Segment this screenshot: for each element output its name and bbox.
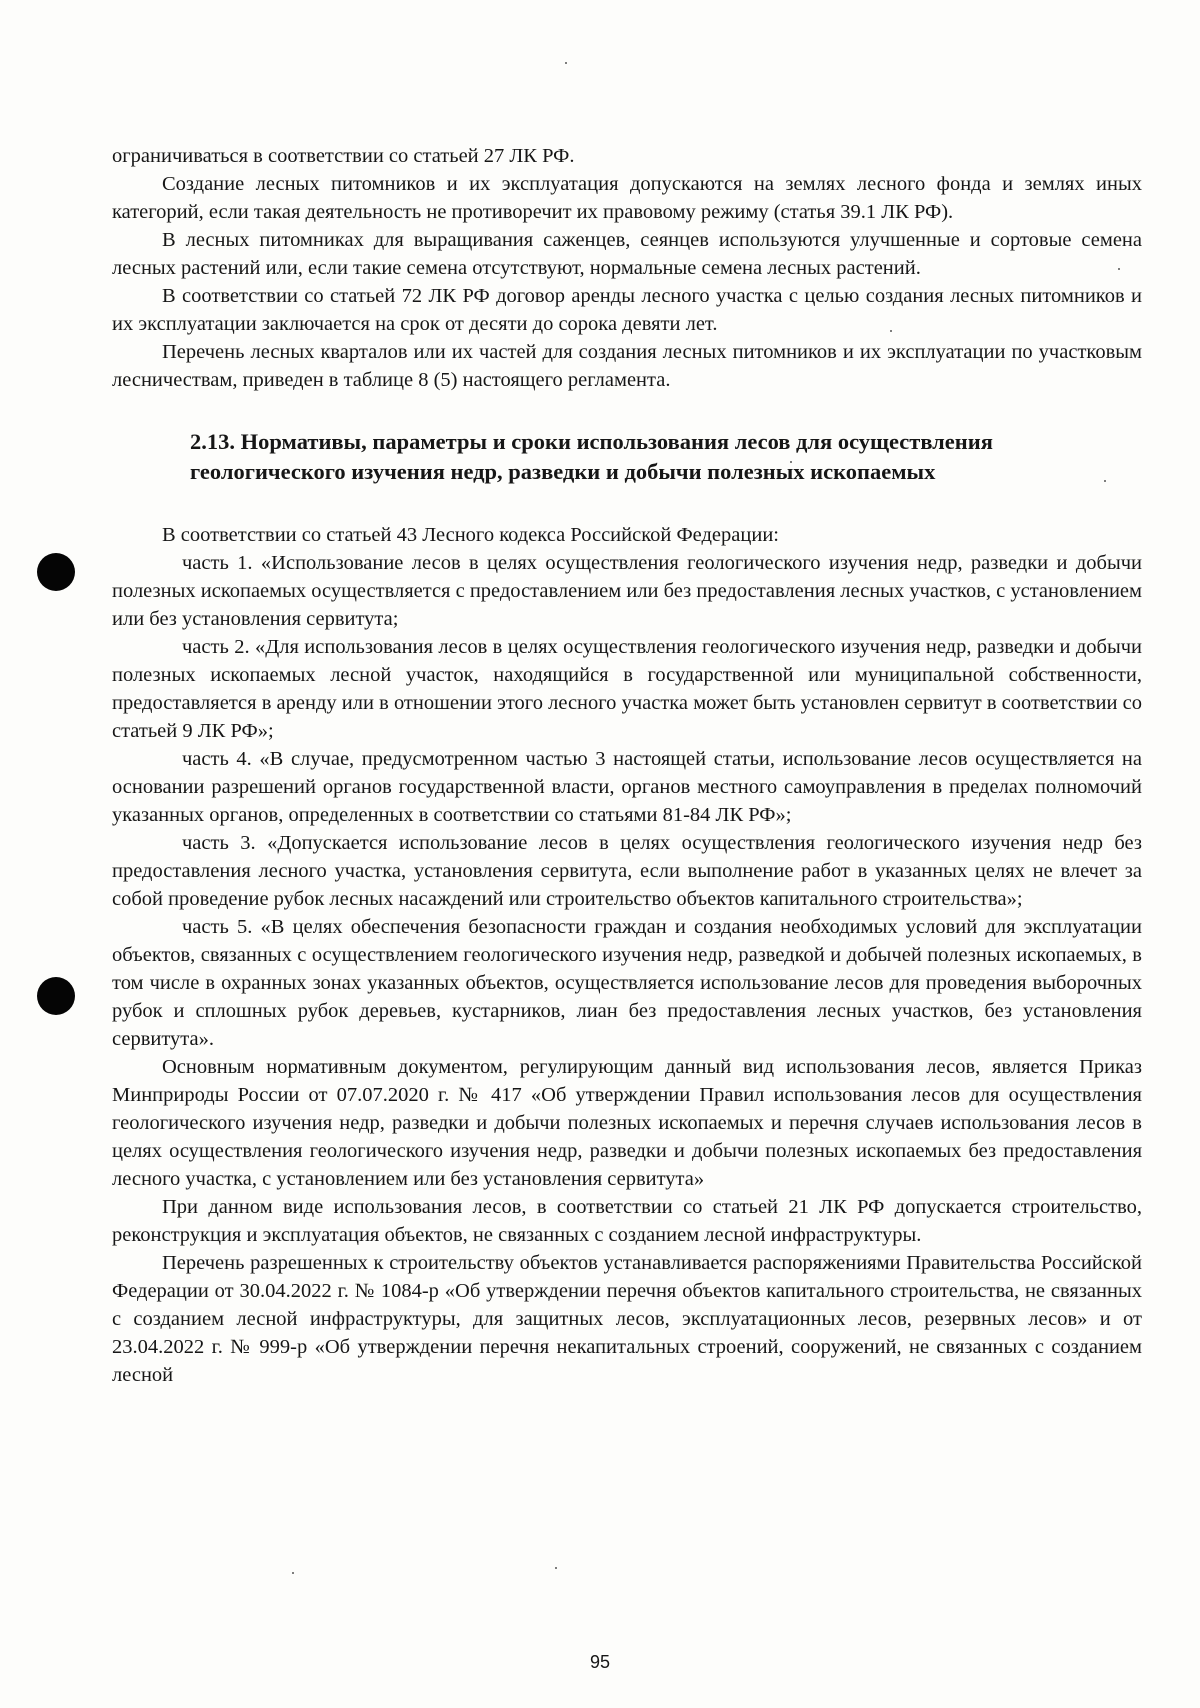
paragraph: Перечень разрешенных к строительству объектов устанавливается распоряжениями Правительства Российской Федерации от 30.04.2022 г. № 1084-р «Об утверждении перечня объектов капитального строительства, не связанных с созданием лесной инфраструктуры, для защитных лесов, эксплуатационных лесов, резервных лесов» и от 23.04.2022 г. № 999-р «Об утверждении перечня некапитальных строений, сооружений, не связанных с созданием лесной bbox=[112, 1252, 1142, 1386]
scan-speck bbox=[292, 1572, 294, 1574]
paragraph: ограничиваться в соответствии со статьей 27 ЛК РФ. bbox=[112, 145, 575, 167]
paragraph: В соответствии со статьей 72 ЛК РФ договор аренды лесного участка с целью создания лесных питомников и их эксплуатации заключается на срок от десяти до сорока девяти лет. bbox=[112, 285, 1142, 335]
punch-hole-top bbox=[37, 553, 75, 591]
punch-hole-bottom bbox=[37, 977, 75, 1015]
document-body bbox=[112, 142, 1142, 1389]
scan-speck bbox=[555, 1567, 557, 1569]
paragraph: часть 3. «Допускается использование лесов в целях осуществления геологического изучения недр без предоставления лесного участка, установления сервитута, если выполнение работ в указанных целях не влечет за собой проведение рубок лесных насаждений или строительство объектов капитального строительства»; bbox=[112, 832, 1142, 910]
paragraph: В соответствии со статьей 43 Лесного кодекса Российской Федерации: bbox=[162, 524, 779, 546]
paragraph: часть 1. «Использование лесов в целях осуществления геологического изучения недр, разведки и добычи полезных ископаемых осуществляется с предоставлением или без предоставления лесных участков, с установлением или без установления сервитута; bbox=[112, 552, 1142, 630]
scan-speck bbox=[565, 62, 567, 64]
section-heading: 2.13. Нормативы, параметры и сроки использования лесов для осуществления геологического изучения недр, разведки и добычи полезных ископаемых bbox=[190, 429, 993, 484]
paragraph: Создание лесных питомников и их эксплуатация допускаются на землях лесного фонда и землях иных категорий, если такая деятельность не противоречит их правовому режиму (статья 39.1 ЛК РФ). bbox=[112, 173, 1142, 223]
paragraph: часть 5. «В целях обеспечения безопасности граждан и создания необходимых условий для эксплуатации объектов, связанных с осуществлением геологического изучения недр, разведкой и добычей полезных ископаемых, в том числе в охранных зонах указанных объектов, осуществляется использование лесов для проведения выборочных рубок и сплошных рубок деревьев, кустарников, лиан без предоставления лесных участков, без установления сервитута». bbox=[112, 916, 1142, 1050]
paragraph: В лесных питомниках для выращивания саженцев, сеянцев используются улучшенные и сортовые семена лесных растений или, если такие семена отсутствуют, нормальные семена лесных растений. bbox=[112, 229, 1142, 279]
paragraph: часть 4. «В случае, предусмотренном частью 3 настоящей статьи, использование лесов осуществляется на основании разрешений органов государственной власти, органов местного самоуправления в пределах полномочий указанных органов, определенных в соответствии со статьями 81-84 ЛК РФ»; bbox=[112, 748, 1142, 826]
paragraph: Перечень лесных кварталов или их частей для создания лесных питомников и их эксплуатации по участковым лесничествам, приведен в таблице 8 (5) настоящего регламента. bbox=[112, 341, 1142, 391]
paragraph: При данном виде использования лесов, в соответствии со статьей 21 ЛК РФ допускается строительство, реконструкция и эксплуатация объектов, не связанных с созданием лесной инфраструктуры. bbox=[112, 1196, 1142, 1246]
paragraph: часть 2. «Для использования лесов в целях осуществления геологического изучения недр, разведки и добычи полезных ископаемых лесной участок, находящийся в государственной или муниципальной собственности, предоставляется в аренду или в отношении этого лесного участка может быть установлен сервитут в соответствии со статьей 9 ЛК РФ»; bbox=[112, 636, 1142, 742]
page-number: 95 bbox=[589, 1652, 611, 1672]
paragraph: Основным нормативным документом, регулирующим данный вид использования лесов, является Приказ Минприроды России от 07.07.2020 г. № 417 «Об утверждении Правил использования лесов для осуществления геологического изучения недр, разведки и добычи полезных ископаемых и перечня случаев использования лесов в целях осуществления геологического изучения недр, разведки и добычи полезных ископаемых без предоставления лесного участка, с установлением или без установления сервитута» bbox=[112, 1056, 1142, 1190]
